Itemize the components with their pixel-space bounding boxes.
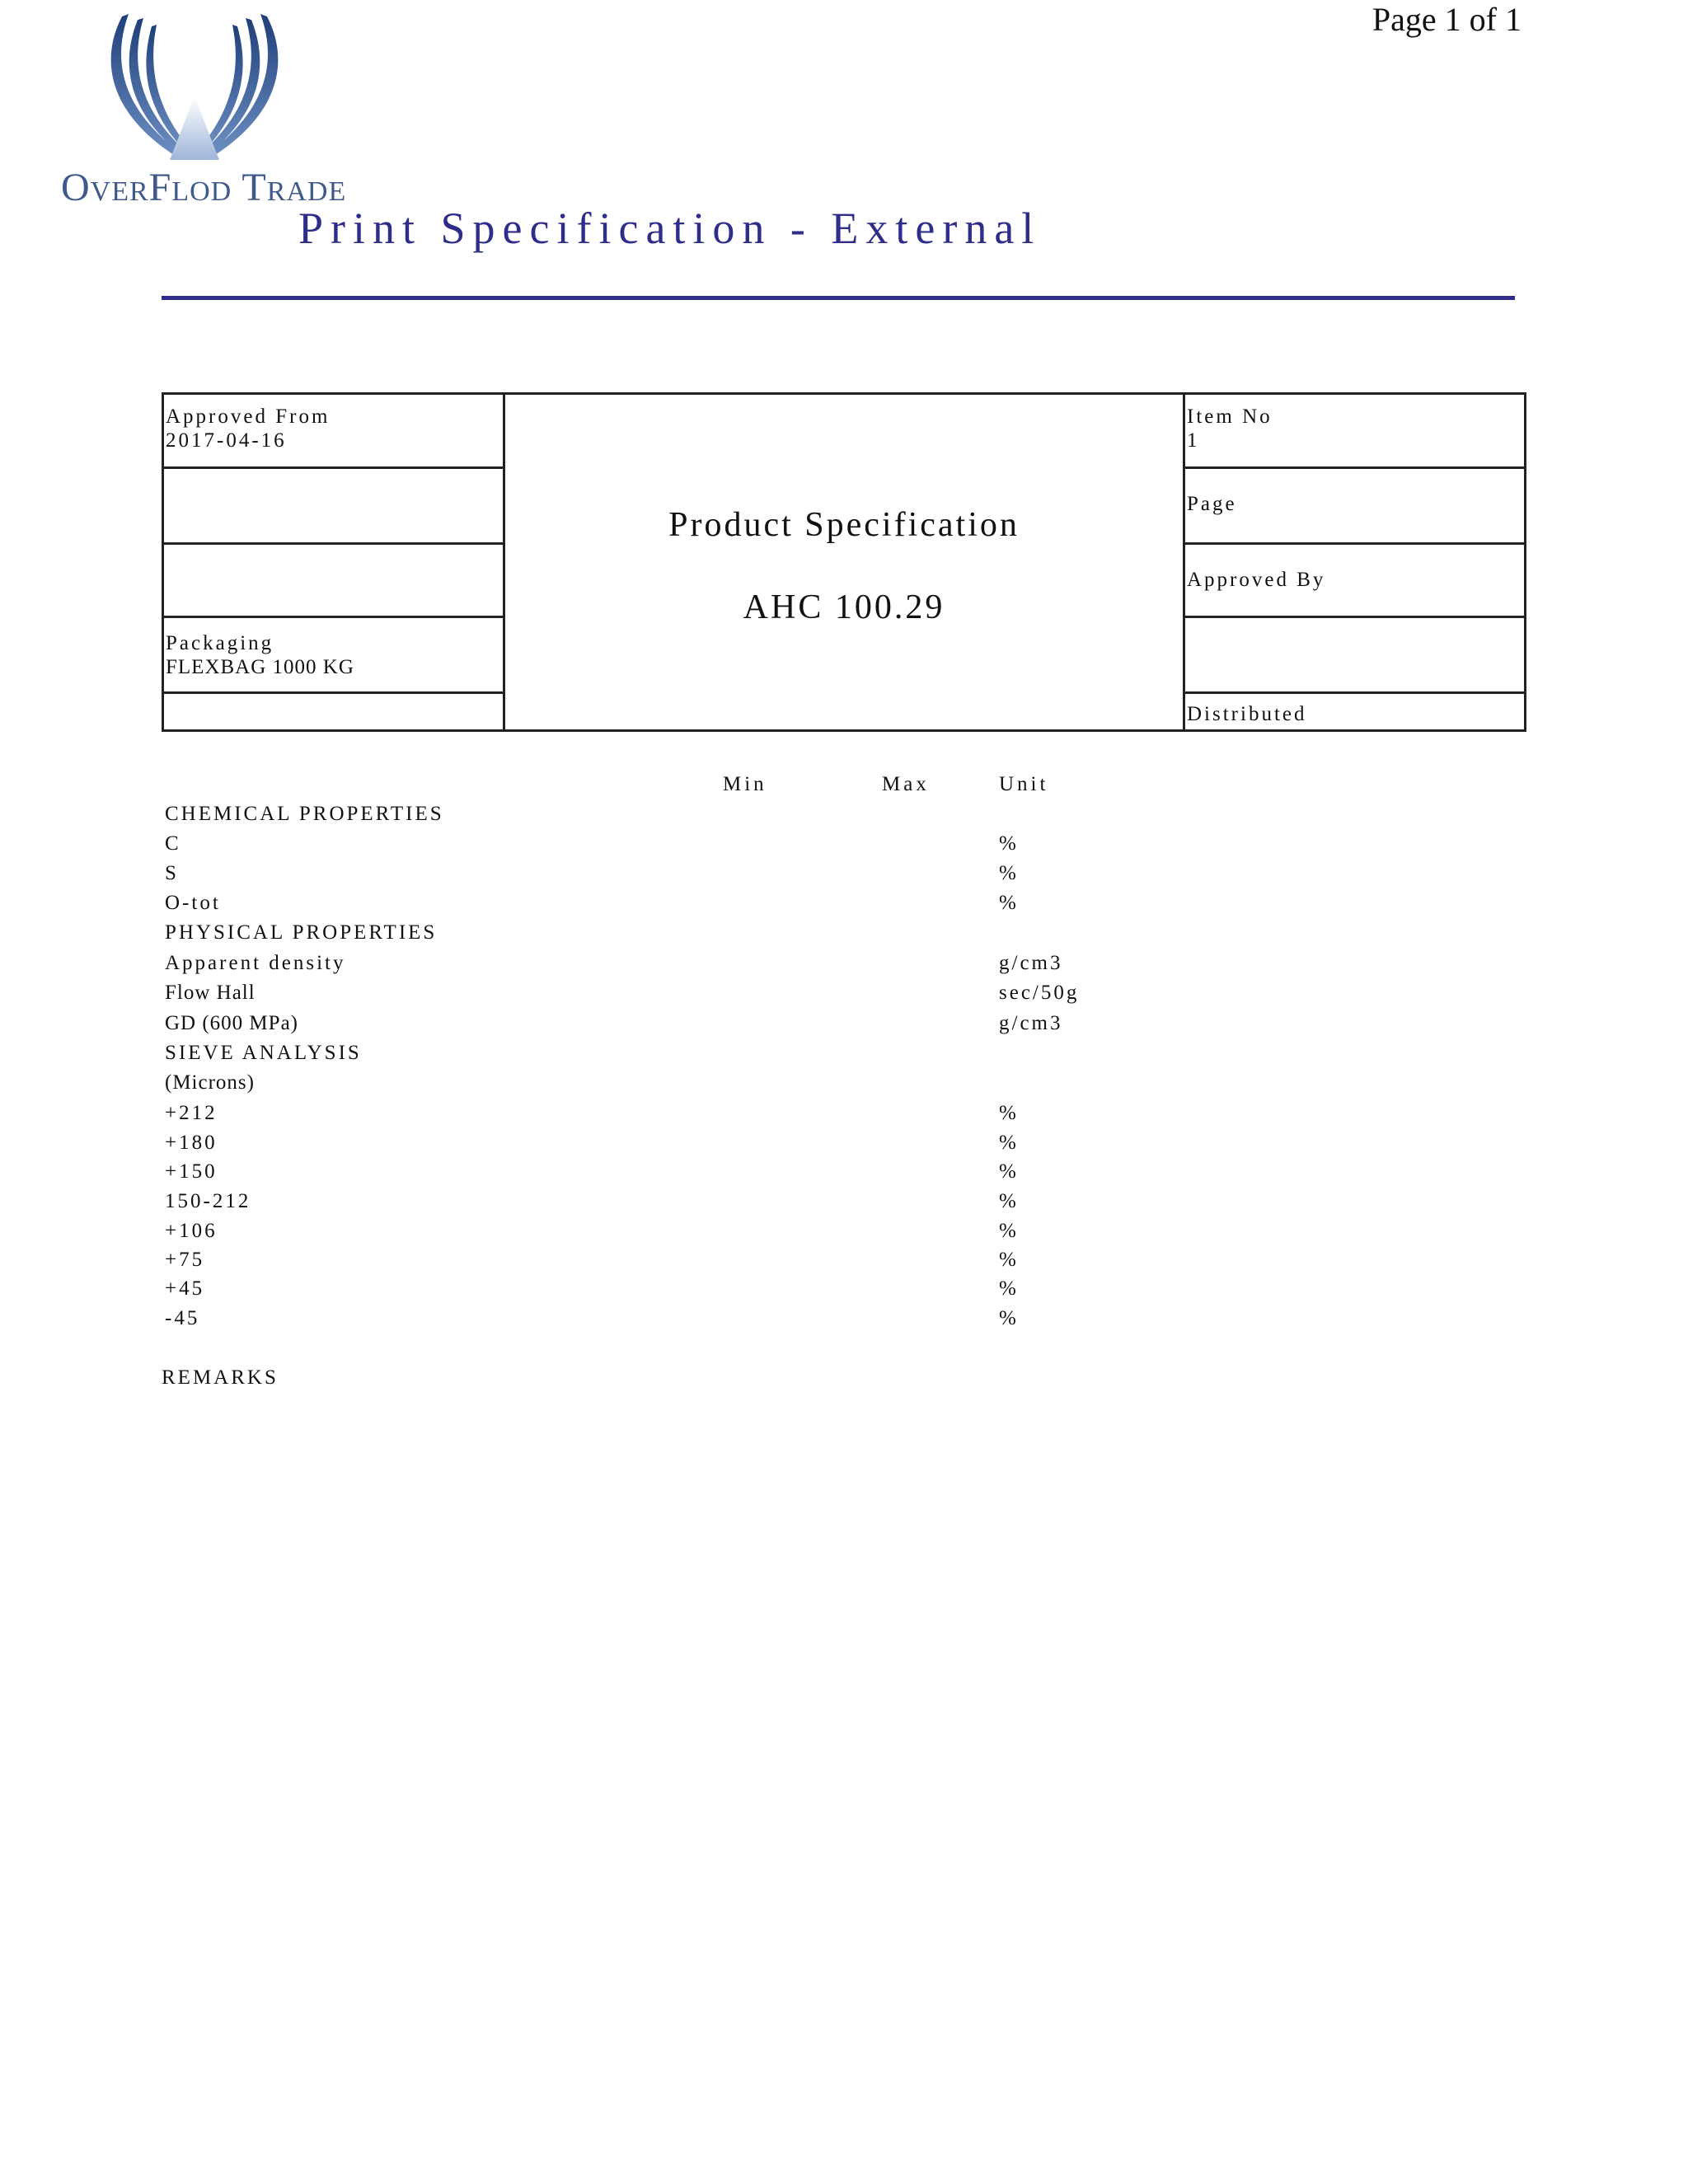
row-unit: % — [999, 1132, 1019, 1154]
row-unit: g/cm3 — [999, 952, 1063, 974]
row-label: +212 — [165, 1102, 218, 1124]
row-label: 150-212 — [165, 1190, 251, 1212]
row-label: +150 — [165, 1160, 218, 1183]
row-label: C — [165, 832, 181, 855]
row-unit: % — [999, 1160, 1019, 1183]
remarks-label: REMARKS — [162, 1366, 279, 1389]
row-label: GD (600 MPa) — [165, 1012, 298, 1034]
row-unit: % — [999, 1307, 1019, 1329]
row-label: Apparent density — [165, 952, 346, 974]
page-indicator: Page 1 of 1 — [1372, 1, 1522, 38]
row-label: -45 — [165, 1307, 200, 1329]
cell-label: Page — [1187, 493, 1237, 515]
row-unit: % — [999, 1190, 1019, 1212]
row-label: CHEMICAL PROPERTIES — [165, 803, 444, 825]
row-label: SIEVE ANALYSIS — [165, 1042, 362, 1064]
row-unit: % — [999, 1220, 1019, 1242]
row-label: Flow Hall — [165, 982, 256, 1004]
column-header-unit: Unit — [999, 773, 1049, 795]
cell-label: Approved From — [166, 405, 331, 428]
row-label: O-tot — [165, 892, 221, 914]
row-label: +180 — [165, 1132, 218, 1154]
column-header-min: Min — [723, 773, 767, 795]
document-title: Print Specification - External — [298, 204, 1042, 253]
row-unit: % — [999, 1249, 1019, 1271]
row-label: S — [165, 862, 179, 884]
row-label: +45 — [165, 1277, 205, 1300]
row-label: +106 — [165, 1220, 218, 1242]
row-unit: % — [999, 892, 1019, 914]
cell-value: 2017-04-16 — [166, 429, 287, 452]
cell-label: Distributed — [1187, 703, 1307, 725]
row-label: +75 — [165, 1249, 205, 1271]
row-unit: % — [999, 1102, 1019, 1124]
row-label: PHYSICAL PROPERTIES — [165, 921, 438, 944]
row-unit: sec/50g — [999, 982, 1080, 1004]
row-unit: % — [999, 832, 1019, 855]
cell-label: Approved By — [1187, 569, 1326, 591]
cell-value: FLEXBAG 1000 KG — [166, 656, 354, 678]
row-label: (Microns) — [165, 1071, 255, 1094]
row-unit: g/cm3 — [999, 1012, 1063, 1034]
brand-name: OverFlod Trade — [61, 166, 347, 209]
cell-value: 1 — [1187, 429, 1200, 452]
product-spec-title: Product Specification — [668, 506, 1020, 544]
column-header-max: Max — [882, 773, 930, 795]
row-unit: % — [999, 1277, 1019, 1300]
cell-label: Item No — [1187, 405, 1273, 428]
cell-label: Packaging — [166, 632, 274, 654]
product-code: AHC 100.29 — [743, 588, 945, 626]
row-unit: % — [999, 862, 1019, 884]
